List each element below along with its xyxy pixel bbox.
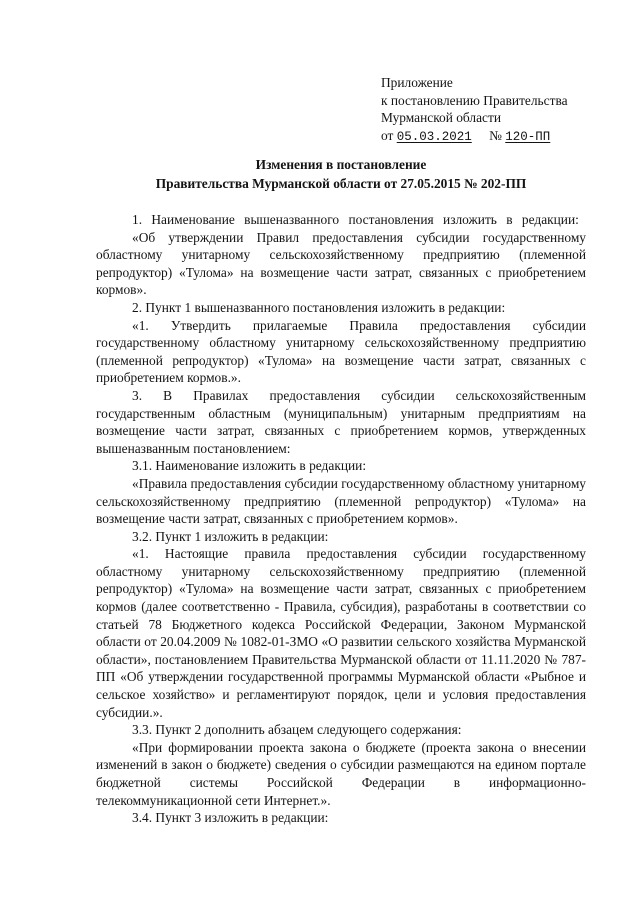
paragraph-12: 3.4. Пункт 3 изложить в редакции: <box>132 810 329 826</box>
heading-line-2: Правительства Мурманской области от 27.05.2015 № 202-ПП <box>155 176 527 191</box>
appendix-line-2: к постановлению Правительства <box>381 92 568 108</box>
paragraph-5: 3. В Правилах предоставления субсидии сельскохозяйственным государственным областным (муниципальным) унитарным предприятиям на возмещение части затрат, связанных с приобретением кормов, утвержденных вышеназванным постановлением: <box>96 387 586 456</box>
paragraph-6: 3.1. Наименование изложить в редакции: <box>132 458 367 474</box>
appendix-line-3: Мурманской области <box>381 110 501 125</box>
appendix-date-row <box>381 127 568 147</box>
heading-line-1: Изменения в постановление <box>255 157 427 172</box>
document-body <box>96 211 586 827</box>
paragraph-4: «1. Утвердить прилагаемые Правила предоставления субсидии государственному областному унитарному сельскохозяйственному предприятию (племенной репродуктор) «Тулома» на возмещение части затрат, связанных с приобретением кормов.». <box>96 317 586 386</box>
paragraph-1: 1. Наименование вышеназванного постановления изложить в редакции: <box>132 212 579 227</box>
date-prefix: от <box>381 127 394 143</box>
number-sign: № <box>489 127 502 143</box>
paragraph-11: «При формировании проекта закона о бюджете (проекта закона о внесении изменений в закон о бюджете) сведения о субсидии размещаются на едином портале бюджетной системы Российской Федерации в информационно-телекоммуникационной сети Интернет.». <box>96 739 586 808</box>
paragraph-8: 3.2. Пункт 1 изложить в редакции: <box>132 528 329 544</box>
document-heading <box>96 155 586 193</box>
document-number: 120-ПП <box>505 129 551 144</box>
paragraph-7: «Правила предоставления субсидии государственному областному унитарному сельскохозяйственному предприятию (племенной репродуктор) «Тулома» на возмещение части затрат, связанных с приобретением кормов». <box>96 475 586 527</box>
appendix-block <box>381 74 568 146</box>
paragraph-10: 3.3. Пункт 2 дополнить абзацем следующего содержания: <box>132 722 462 738</box>
paragraph-9: «1. Настоящие правила предоставления субсидии государственному областному унитарному сельскохозяйственному предприятию (племенной репродуктор) «Тулома» на возмещение части затрат, связанных с приобретением кормов (далее соответственно - Правила, субсидия), разработаны в соответствии со статьей 78 Бюджетного кодекса Российской Федерации, Законом Мурманской области от 20.04.2009 № 1082-01-ЗМО «О развитии сельского хозяйства Мурманской области», постановлением Правительства Мурманской области от 11.11.2020 № 787-ПП «Об утверждении государственной программы Мурманской области «Рыбное и сельское хозяйство» и регламентируют порядок, цели и условия предоставления субсидии.». <box>96 546 586 720</box>
document-date: 05.03.2021 <box>396 129 472 144</box>
appendix-title: Приложение <box>381 75 453 90</box>
paragraph-3: 2. Пункт 1 вышеназванного постановления изложить в редакции: <box>132 299 506 315</box>
paragraph-2: «Об утверждении Правил предоставления субсидии государственному областному унитарному сельскохозяйственному предприятию (племенной репродуктор) «Тулома» на возмещение части затрат, связанных с приобретением кормов». <box>96 229 586 298</box>
